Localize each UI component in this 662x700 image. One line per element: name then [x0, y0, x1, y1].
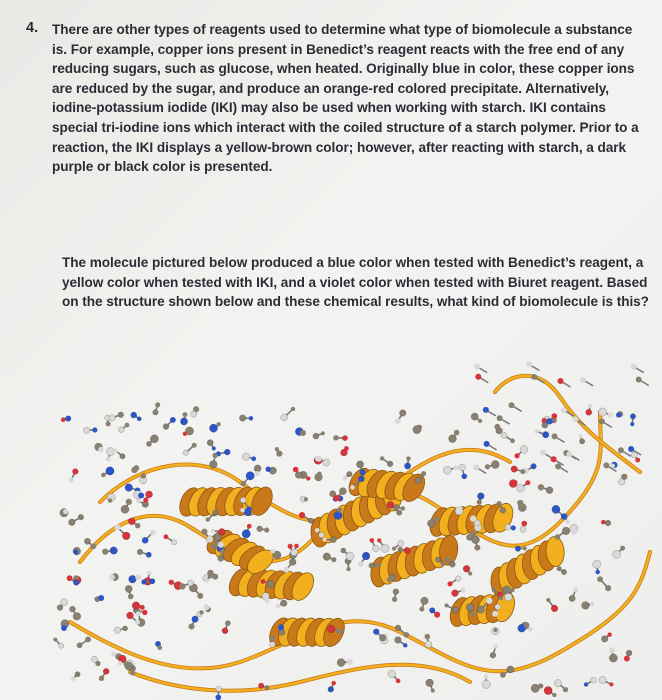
paragraph-line: reducing sugars, such as glucose, when heated. Originally blue in color, these copper ions [52, 61, 635, 77]
protein-ribbon-structure-icon [53, 361, 650, 700]
paragraph-line: on the structure shown below and these chemical results, what kind of biomolecule is this? [62, 294, 649, 310]
question-paragraph-1 [52, 20, 652, 177]
paragraph-line: reaction, the IKI displays a yellow-brown color; however, after reacting with starch, a dark [52, 139, 627, 155]
question-number: 4. [26, 20, 39, 36]
paragraph-line: There are other types of reagents used to determine what type of biomolecule a substance [52, 22, 633, 37]
paragraph-line: yellow color when tested with IKI, and a violet color when tested with Biuret reagent. Based [62, 274, 648, 290]
paragraph-line: The molecule pictured below produced a blue color when tested with Benedict’s reagent, a [62, 255, 644, 270]
paragraph-line: special tri-iodine ions which interact with the coiled structure of a starch polymer. Prior to a [52, 119, 639, 135]
paragraph-line: iodine-potassium iodide (IKI) may also be used when working with starch. IKI contains [52, 100, 606, 116]
paragraph-line: is. For example, copper ions present in Benedict’s reagent reacts with the free end of any [52, 41, 625, 57]
paragraph-line: purple or black color is presented. [52, 159, 273, 175]
protein-structure-image [40, 352, 662, 700]
question-paragraph-2 [62, 253, 652, 312]
paragraph-line: are reduced by the sugar, and produce an orange-red colored precipitate. Alternatively, [52, 80, 609, 96]
